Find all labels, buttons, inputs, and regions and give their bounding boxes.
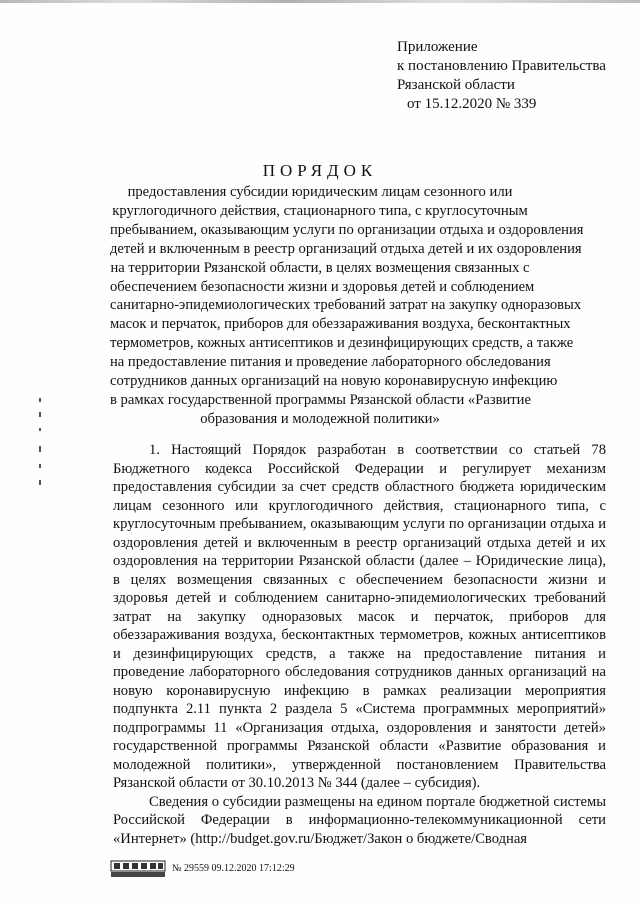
document-body [113,441,606,848]
subtitle-line: масок и перчаток, приборов для обеззараживания воздуха, бесконтактных [110,316,571,333]
appendix-line: к постановлению Правительства [397,58,606,74]
government-stamp-logo-icon [110,860,166,878]
subtitle-line: термометров, кожных антисептиков и дезинфицирующих средств, а также [110,335,574,352]
subtitle-line: предоставления субсидии юридическим лицам сезонного или [127,184,513,200]
appendix-line: Рязанской области [397,77,515,93]
appendix-date-line: от 15.12.2020 № 339 [407,96,537,112]
paragraph-2: Сведения о субсидии размещены на едином портале бюджетной системы Российской Федерации в информационно-телекоммуникационной сети «Интернет» (http://budget.gov.ru/Бюджет/Закон о бюджете/Сводная [113,793,606,847]
subtitle-line: образования и молодежной политики» [200,410,440,427]
scan-margin-marks [37,398,43,488]
appendix-header [397,38,606,114]
subtitle-line: обеспечением безопасности жизни и здоровья детей и соблюдением [110,278,535,295]
subtitle-line: детей и включенным в реестр организаций отдыха детей и их оздоровления [110,240,582,257]
document-title: ПОРЯДОК [262,161,378,180]
paragraph-1: 1. Настоящий Порядок разработан в соответствии со статьей 78 Бюджетного кодекса Российской Федерации и регулирует механизм предоставления субсидии за счет средств областного бюджета юридическим лицам сезонного или круглогодичного действия, стационарного типа, с круглосуточным пребыванием, оказывающим услуги по организации отдыха и оздоровления детей и включенным в реестр организаций отдыха детей и их оздоровления на территории Рязанской области (далее – Юридические лица), в целях возмещения связанных с обеспечением безопасности жизни и здоровья детей и соблюдением санитарно-эпидемиологических требований затрат на закупку одноразовых масок и перчаток, приборов для обеззараживания воздуха, бесконтактных термометров, кожных антисептиков и дезинфицирующих средств, а также на предоставление питания и проведение лабораторного обследования сотрудников данных организаций на новую коронавирусную инфекцию в рамках реализации мероприятия подпункта 2.11 пункта 2 раздела 5 «Система программных мероприятий» подпрограммы 11 «Организация отдыха, оздоровления и занятости детей» государственной программы Рязанской области «Развитие образования и молодежной политики», утвержденной постановлением Правительства Рязанской области от 30.10.2013 № 344 (далее – субсидия). [113,442,606,791]
subtitle-line: пребыванием, оказывающим услуги по организации отдыха и оздоровления [110,221,584,238]
subtitle-line: в рамках государственной программы Рязанской области «Развитие [110,391,531,408]
subtitle-line: круглогодичного действия, стационарного типа, с круглосуточным [112,202,528,219]
subtitle-line: на предоставление питания и проведение лабораторного обследования [110,354,551,371]
registration-number: № 29559 09.12.2020 17:12:29 [172,863,295,874]
registration-footer [110,858,530,882]
document-subtitle [110,183,584,429]
subtitle-line: на территории Рязанской области, в целях возмещения связанных с [110,259,530,276]
subtitle-line: сотрудников данных организаций на новую коронавирусную инфекцию [110,373,558,390]
appendix-line: Приложение [397,39,478,55]
subtitle-line: санитарно-эпидемиологических требований затрат на закупку одноразовых [110,297,582,314]
scan-edge [0,0,640,3]
